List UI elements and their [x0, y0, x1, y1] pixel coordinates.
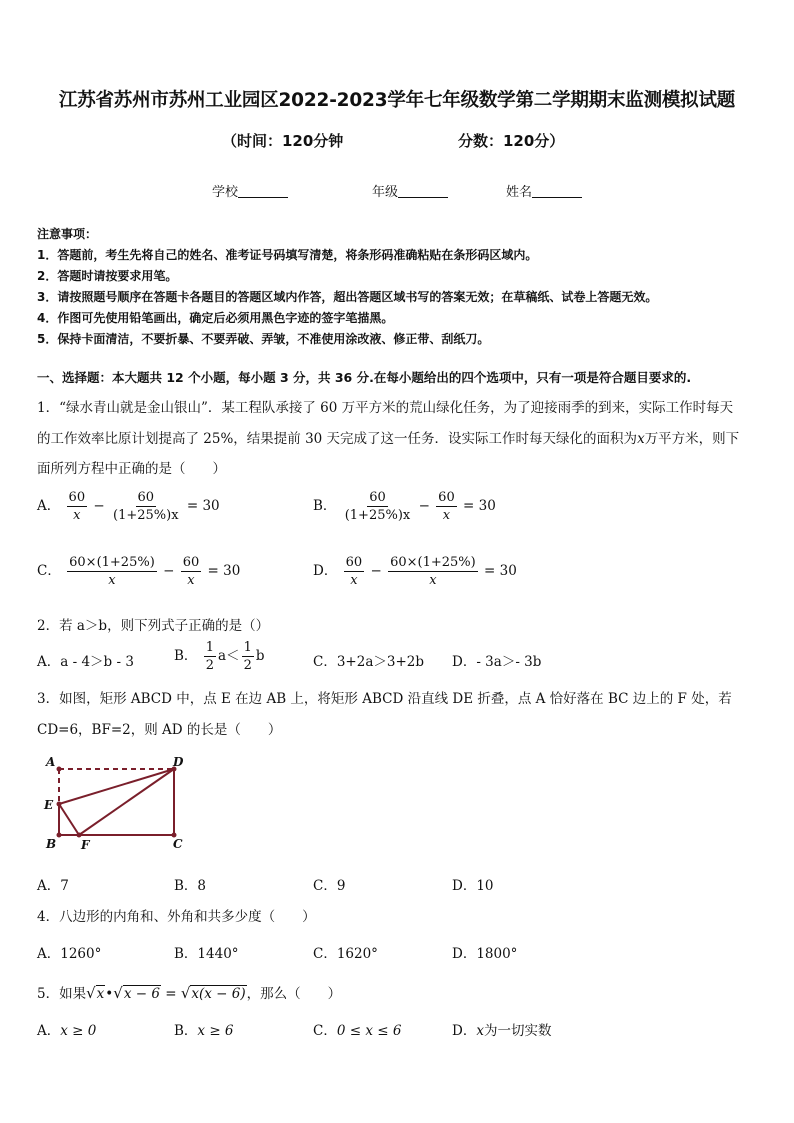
- q3-option-b[interactable]: B．8: [174, 878, 207, 894]
- fraction: $\frac{60\times(1+25\%)}{x}$: [69, 555, 155, 588]
- q1-option-a[interactable]: A． $\frac{60}{x}$ − $\frac{60}{(1+25\%)x}$ = 30: [37, 490, 220, 523]
- grade-field[interactable]: [372, 181, 448, 200]
- option-label: B．: [174, 648, 198, 664]
- rectangle-fold-figure: [40, 752, 200, 852]
- note-item: 2．答题时请按要求用笔。: [37, 269, 178, 283]
- school-label: 学校: [212, 185, 239, 200]
- label-d: D: [173, 755, 184, 769]
- fraction: $\frac{60\times(1+25\%)}{x}$: [390, 555, 476, 588]
- q5-option-d[interactable]: D．x为一切实数: [452, 1023, 552, 1039]
- option-label: C．: [37, 563, 61, 579]
- q1-var-x: x: [637, 431, 645, 447]
- radical-x-minus-6: x − 6: [123, 986, 160, 1002]
- label-f: F: [81, 838, 90, 852]
- option-label: D．: [313, 563, 338, 579]
- q3-option-d[interactable]: D．10: [452, 878, 494, 894]
- radical-product: x(x − 6): [191, 986, 246, 1002]
- q1-line3: 面所列方程中正确的是（ ）: [37, 461, 226, 477]
- q5-option-c[interactable]: C．0 ≤ x ≤ 6: [313, 1023, 402, 1039]
- exam-score: 分数：120分）: [458, 132, 565, 150]
- q2-option-a[interactable]: A．a - 4＞b - 3: [37, 654, 134, 670]
- page-title: 江苏省苏州市苏州工业园区2022-2023学年七年级数学第二学期期末监测模拟试题: [58, 90, 736, 111]
- q2-option-b[interactable]: B． $\frac{1}{2}$ a＜ $\frac{1}{2}$ b: [174, 640, 265, 673]
- note-item: 3．请按照题号顺序在答题卡各题目的答题区域内作答，超出答题区域书写的答案无效；在草稿纸、试卷上答题无效。: [37, 290, 658, 304]
- q5-option-b[interactable]: B．x ≥ 6: [174, 1023, 234, 1039]
- label-a: A: [46, 755, 56, 769]
- fraction: $\frac{60}{x}$: [68, 490, 86, 523]
- q2-option-d[interactable]: D．- 3a＞- 3b: [452, 654, 542, 670]
- q1-option-c[interactable]: C． $\frac{60\times(1+25\%)}{x}$ − $\frac{60}{x}$ = 30: [37, 555, 241, 588]
- q1-line1: 1．“绿水青山就是金山银山”．某工程队承接了 60 万平方米的荒山绿化任务，为了迎接雨季的到来，实际工作时每天: [37, 400, 734, 416]
- segment-ed: [59, 769, 174, 804]
- q4-option-c[interactable]: C．1620°: [313, 946, 378, 962]
- name-label: 姓名: [506, 185, 533, 200]
- q3-option-a[interactable]: A．7: [37, 878, 69, 894]
- q1-option-b[interactable]: B． $\frac{60}{(1+25\%)x}$ − $\frac{60}{x}$ = 30: [313, 490, 496, 523]
- name-blank[interactable]: [532, 184, 582, 198]
- fraction: $\frac{60}{(1+25\%)x}$: [344, 490, 411, 523]
- q4-option-a[interactable]: A．1260°: [37, 946, 102, 962]
- q2-stem: 2．若 a＞b，则下列式子正确的是（）: [37, 618, 270, 634]
- fraction: $\frac{60}{(1+25\%)x}$: [113, 490, 179, 523]
- fraction: $\frac{60}{x}$: [182, 555, 200, 588]
- option-label: B．: [313, 498, 337, 514]
- section-heading: 一、选择题：本大题共 12 个小题，每小题 3 分，共 36 分.在每小题给出的四个选项中，只有一项是符合题目要求的.: [37, 370, 692, 385]
- q3-option-c[interactable]: C．9: [313, 878, 346, 894]
- q3-line2: CD=6，BF=2，则 AD 的长是（ ）: [37, 722, 282, 738]
- fraction: $\frac{60}{x}$: [345, 555, 363, 588]
- fraction: $\frac{1}{2}$: [243, 640, 252, 673]
- q5-stem-post: ，那么（ ）: [246, 986, 342, 1002]
- q3-line1: 3．如图，矩形 ABCD 中，点 E 在边 AB 上，将矩形 ABCD 沿直线 DE 折叠，点 A 恰好落在 BC 边上的 F 处，若: [37, 691, 732, 707]
- q5-stem: 5．如果√x•√x − 6 = √x(x − 6)，那么（ ）: [37, 984, 342, 1002]
- q1-option-d[interactable]: D． $\frac{60}{x}$ − $\frac{60\times(1+25\%)}{x}$ = 30: [313, 555, 517, 588]
- q4-stem: 4．八边形的内角和、外角和共多少度（ ）: [37, 909, 316, 925]
- q4-option-b[interactable]: B．1440°: [174, 946, 239, 962]
- q2-option-c[interactable]: C．3+2a＞3+2b: [313, 654, 424, 670]
- radical-x: x: [96, 986, 105, 1002]
- q1-line2-text: 的工作效率比原计划提高了 25%，结果提前 30 天完成了这一任务．设实际工作时每天绿化的面积为: [37, 431, 638, 447]
- q4-option-d[interactable]: D．1800°: [452, 946, 518, 962]
- option-label: A．: [37, 498, 61, 514]
- q5-option-a[interactable]: A．x ≥ 0: [37, 1023, 97, 1039]
- label-e: E: [44, 798, 54, 812]
- exam-time: （时间：120分钟: [222, 132, 344, 150]
- segment-fd: [79, 769, 174, 835]
- fraction: $\frac{60}{x}$: [438, 490, 455, 523]
- note-item: 5．保持卡面清洁，不要折暴、不要弄破、弄皱，不准使用涂改液、修正带、刮纸刀。: [37, 332, 490, 346]
- school-field[interactable]: [212, 181, 288, 200]
- grade-label: 年级: [372, 185, 399, 200]
- note-item: 1．答题前，考生先将自己的姓名、准考证号码填写清楚，将条形码准确粘贴在条形码区域内。: [37, 248, 538, 262]
- q1-line2-tail: 万平方米，则下: [644, 431, 740, 447]
- label-b: B: [46, 837, 57, 851]
- name-field[interactable]: [506, 181, 582, 200]
- segment-ef: [59, 804, 79, 835]
- q5-stem-pre: 5．如果: [37, 986, 87, 1002]
- notes-heading: 注意事项：: [37, 227, 98, 241]
- grade-blank[interactable]: [398, 184, 448, 198]
- label-c: C: [173, 837, 183, 851]
- school-blank[interactable]: [238, 184, 288, 198]
- note-item: 4．作图可先使用铅笔画出，确定后必须用黑色字迹的签字笔描黑。: [37, 311, 394, 325]
- fraction: $\frac{1}{2}$: [205, 640, 214, 673]
- q1-line2: [37, 427, 739, 447]
